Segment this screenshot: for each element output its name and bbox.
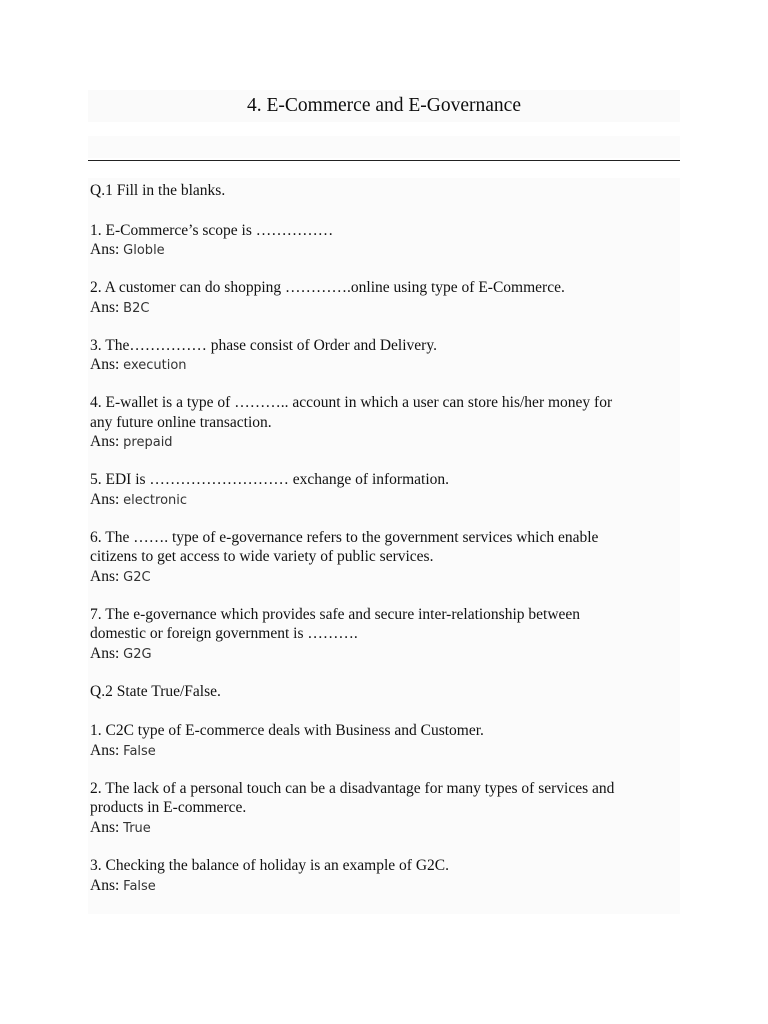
answer-value: G2C	[123, 570, 151, 585]
answer-value: True	[123, 821, 151, 836]
question-text: 5. EDI is ……………………… exchange of information.	[90, 471, 450, 488]
answer-value: Globle	[123, 243, 165, 258]
answer-value: electronic	[123, 493, 188, 508]
answer-label: Ans:	[90, 356, 120, 373]
answer-label: Ans:	[90, 299, 120, 316]
answer-label: Ans:	[90, 568, 120, 585]
answer-value: B2C	[123, 301, 150, 316]
answer-row	[90, 490, 680, 511]
answer-row	[90, 644, 680, 665]
question-text-continued: products in E-commerce.	[90, 799, 247, 816]
answer-value: False	[123, 744, 156, 759]
answer-label: Ans:	[90, 241, 120, 258]
question-text: 2. A customer can do shopping ………….online using type of E-Commerce.	[90, 279, 565, 296]
answer-row	[90, 240, 680, 261]
answer-value: execution	[123, 358, 187, 373]
title-divider	[88, 160, 680, 161]
answer-row	[90, 818, 680, 839]
answer-row	[90, 741, 680, 762]
answer-value: prepaid	[123, 435, 173, 450]
question-text: 6. The ……. type of e-governance refers to the government services which enable	[90, 529, 599, 546]
question-text: 3. The…………… phase consist of Order and Delivery.	[90, 337, 437, 354]
answer-row	[90, 567, 680, 588]
question-text: 4. E-wallet is a type of ……….. account in which a user can store his/her money for	[90, 394, 613, 411]
question-text: 7. The e-governance which provides safe and secure inter-relationship between	[90, 606, 581, 623]
section-heading-fill-blanks: Q.1 Fill in the blanks.	[90, 182, 226, 199]
answer-label: Ans:	[90, 645, 120, 662]
question-text: 1. E-Commerce’s scope is ……………	[90, 222, 334, 239]
question-text-continued: citizens to get access to wide variety of public services.	[90, 548, 434, 565]
question-text: 3. Checking the balance of holiday is an example of G2C.	[90, 857, 449, 874]
answer-row	[90, 876, 680, 897]
answer-value: False	[123, 879, 156, 894]
answer-label: Ans:	[90, 742, 120, 759]
question-text-continued: any future online transaction.	[90, 414, 272, 431]
answer-row	[90, 432, 680, 453]
answer-label: Ans:	[90, 491, 120, 508]
answer-value: G2G	[123, 647, 152, 662]
answer-row	[90, 355, 680, 376]
question-text: 2. The lack of a personal touch can be a disadvantage for many types of services and	[90, 780, 615, 797]
subtitle-band	[88, 136, 680, 158]
answer-label: Ans:	[90, 819, 120, 836]
page-title: 4. E-Commerce and E-Governance	[247, 95, 521, 116]
answer-label: Ans:	[90, 877, 120, 894]
section-heading-true-false: Q.2 State True/False.	[90, 683, 221, 700]
answer-row	[90, 298, 680, 319]
question-text: 1. C2C type of E-commerce deals with Business and Customer.	[90, 722, 484, 739]
question-text-continued: domestic or foreign government is ……….	[90, 625, 358, 642]
answer-label: Ans:	[90, 433, 120, 450]
